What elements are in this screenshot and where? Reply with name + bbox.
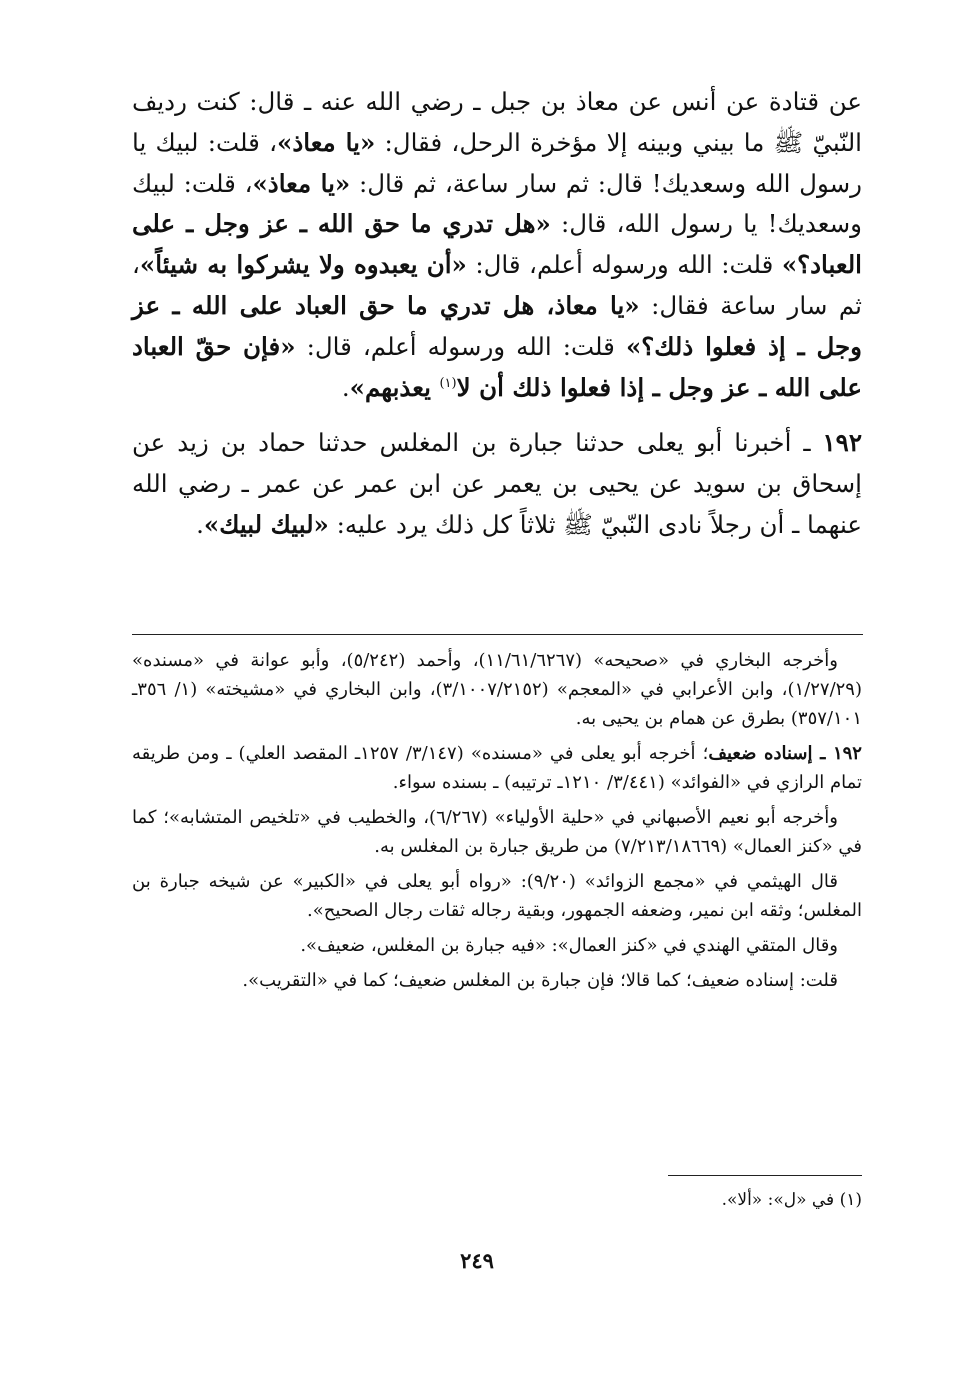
footnote-divider bbox=[668, 1175, 862, 1176]
bold-quote: «لبيك لبيك» bbox=[203, 509, 329, 539]
hadith-paragraph bbox=[132, 82, 862, 408]
hadith-paragraph bbox=[132, 423, 862, 545]
footnote: (١) في «ل»: «ألا». bbox=[721, 1190, 862, 1210]
bold-quote: «أن يعبدوه ولا يشركوا به شيئاً» bbox=[139, 250, 467, 280]
note-paragraph bbox=[132, 739, 862, 797]
bold-quote: «يا معاذ» bbox=[252, 168, 351, 198]
notes-divider bbox=[132, 634, 863, 635]
text-run: قلت: الله ورسوله أعلم، قال: bbox=[466, 250, 782, 280]
bold-quote: «فإن حقّ العباد على الله ـ عز وجل ـ إذا فعلوا ذلك أن لا bbox=[132, 331, 862, 402]
bold-quote: «يا معاذ» bbox=[277, 127, 376, 157]
bold-quote: يعذبهم» bbox=[349, 372, 440, 402]
note-paragraph: وأخرجه أبو نعيم الأصبهاني في «حلية الأولياء» (٦/٢٦٧)، والخطيب في «تلخيص المتشابه»؛ كما في «كنز العمال» (٧/٢١٣/١٨٦٦٩) من طريق جبارة بن المغلس به. bbox=[132, 807, 862, 857]
text-run: قلت: الله ورسوله أعلم، قال: bbox=[295, 331, 626, 361]
text-run: . bbox=[196, 509, 204, 539]
text-run: ، قلت: لبيك وسعديك! يا رسول الله، قال: bbox=[132, 168, 862, 239]
note-paragraph: وقال المتقي الهندي في «كنز العمال»: «فيه جبارة بن المغلس، ضعيف». bbox=[300, 935, 838, 956]
note-paragraph: وأخرجه البخاري في «صحيحه» (١١/٦١/٦٢٦٧)، وأحمد (٥/٢٤٢)، وأبو عوانة في «مسنده» (١/٢٧/٢٩)، وابن الأعرابي في «المعجم» (٣/١٠٠٧/٢١٥٢)، وابن البخاري في «مشيخته» (١/ ٣٥٦ـ ٣٥٧/١٠١) بطرق عن همام بن يحيى به. bbox=[132, 650, 862, 729]
text-run: ، قلت: لبيك يا رسول الله وسعديك! قال: ثم سار ساعة، ثم قال: bbox=[132, 127, 862, 198]
hadith-number: ١٩٢ bbox=[822, 428, 862, 458]
note-text: ؛ أخرجه أبو يعلى في «مسنده» (٣/١٤٧/ ١٢٥٧ـ المقصد العلي) ـ ومن طريقه تمام الرازي في «الفوائد» (٣/٤٤١/ ١٢١٠ـ ترتيبه) ـ بسنده سواء. bbox=[132, 743, 862, 793]
text-run: عن قتادة عن أنس عن معاذ بن جبل ـ رضي الله عنه ـ قال: كنت رديف النّبيّ ﷺ ما بيني وبينه إلا مؤخرة الرحل، فقال: bbox=[132, 87, 862, 157]
main-text bbox=[132, 82, 862, 546]
note-bold: ـ إسناده ضعيف bbox=[708, 743, 833, 764]
page-number: ٢٤٩ bbox=[460, 1248, 494, 1273]
bold-quote: «يا معاذ، هل تدري ما حق العباد على الله ـ عز وجل ـ إذ فعلوا ذلك؟» bbox=[132, 290, 862, 361]
text-run: ـ أخبرنا أبو يعلى حدثنا جبارة بن المغلس حدثنا حماد بن زيد عن إسحاق بن سويد عن يحيى بن يعمر عن ابن عمر عن عمر ـ رضي الله عنهما ـ أن رجلاً نادى النّبيّ ﷺ ثلاثاً كل ذلك يرد عليه: bbox=[132, 428, 862, 539]
note-paragraph: قال الهيثمي في «مجمع الزوائد» (٩/٢٠): «رواه أبو يعلى في «الكبير» عن شيخه جبارة بن المغلس؛ وثقه ابن نمير، وضعفه الجمهور، وبقية رجاله ثقات رجال الصحيح». bbox=[132, 871, 862, 921]
note-number: ١٩٢ bbox=[832, 743, 862, 764]
commentary-notes bbox=[132, 646, 862, 1001]
text-run: ، ثم سار ساعة فقال: bbox=[132, 250, 862, 320]
note-paragraph: قلت: إسناده ضعيف؛ كما قالا؛ فإن جبارة بن المغلس ضعيف؛ كما في «التقريب». bbox=[242, 970, 838, 991]
text-run: . bbox=[341, 372, 350, 402]
footnote-marker: (١) bbox=[439, 375, 457, 391]
bold-quote: «هل تدري ما حق الله ـ عز وجل ـ على العباد؟» bbox=[132, 209, 862, 280]
